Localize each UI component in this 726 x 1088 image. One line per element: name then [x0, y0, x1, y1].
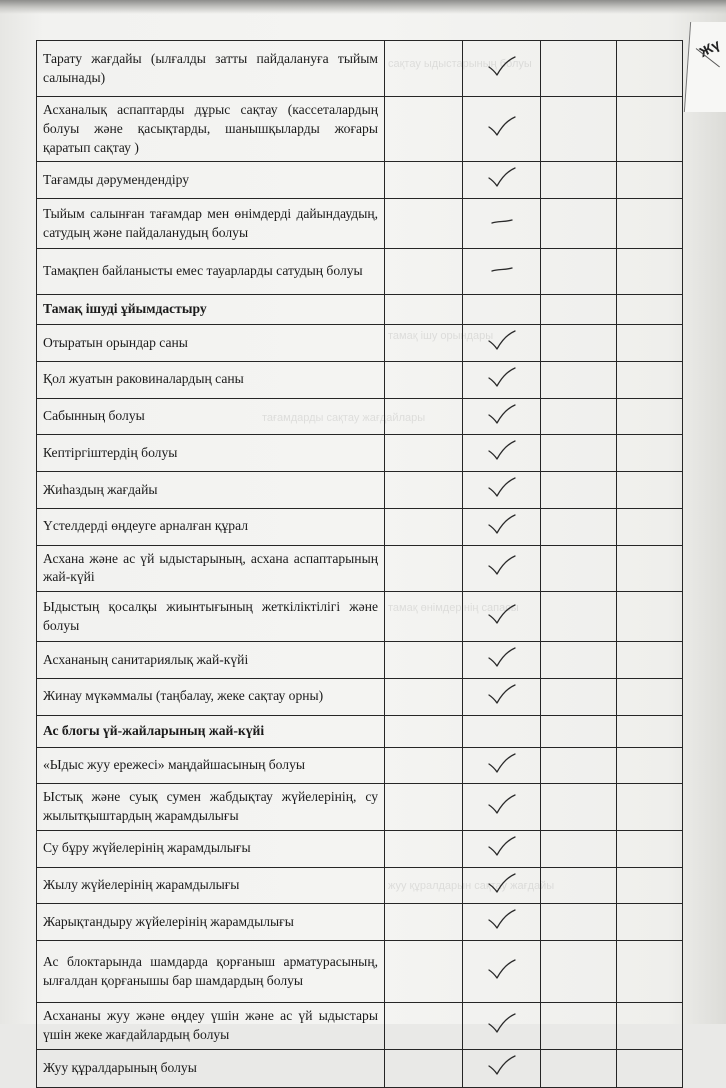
checkmark-icon — [487, 366, 517, 388]
bleed-through-text: сақтау ыдыстарының болуы — [388, 58, 532, 70]
checkmark-icon — [487, 752, 517, 774]
checkmark-icon — [487, 908, 517, 930]
item-description: Ыдыстың қосалқы жиынтығының жеткіліктілігі және болуы — [37, 592, 385, 642]
check-mark-cell — [463, 472, 541, 509]
empty-cell — [617, 435, 683, 472]
check-mark-cell — [463, 398, 541, 435]
empty-cell — [385, 867, 463, 904]
empty-cell — [385, 162, 463, 199]
check-mark-cell — [463, 830, 541, 867]
checkmark-icon — [487, 554, 517, 576]
empty-cell — [385, 545, 463, 592]
item-description: Үстелдерді өңдеуге арналған құрал — [37, 508, 385, 545]
checklist-row — [37, 678, 683, 715]
inspection-checklist-table — [36, 40, 683, 1088]
empty-cell — [617, 747, 683, 784]
checkmark-icon — [487, 115, 517, 137]
empty-cell — [541, 747, 617, 784]
empty-cell — [541, 715, 617, 747]
empty-cell — [463, 295, 541, 325]
item-description: Тарату жағдайы (ылғалды затты пайдалануға тыйым салынады) — [37, 41, 385, 97]
check-mark-cell — [463, 642, 541, 679]
empty-cell — [617, 472, 683, 509]
checkmark-icon — [487, 476, 517, 498]
empty-cell — [617, 830, 683, 867]
checkmark-icon — [487, 439, 517, 461]
checklist-row — [37, 249, 683, 295]
checkmark-icon — [487, 646, 517, 668]
empty-cell — [617, 162, 683, 199]
item-description: Отыратын орындар саны — [37, 325, 385, 362]
checklist-row — [37, 545, 683, 592]
empty-cell — [541, 325, 617, 362]
empty-cell — [385, 361, 463, 398]
bleed-through-text: тамақ өнімдерінің сапасы — [388, 602, 519, 614]
checklist-row — [37, 162, 683, 199]
empty-cell — [617, 41, 683, 97]
empty-cell — [541, 162, 617, 199]
empty-cell — [385, 1003, 463, 1050]
checklist-row — [37, 1003, 683, 1050]
empty-cell — [541, 199, 617, 249]
item-description: Тыйым салынған тағамдар мен өнімдерді дайындаудың, сатудың және пайдаланудың болуы — [37, 199, 385, 249]
empty-cell — [385, 747, 463, 784]
empty-cell — [541, 941, 617, 1003]
item-description: Асханалық аспаптарды дұрыс сақтау (кассеталардың болуы және қасықтарды, шанышқыларды жоғары қаратып сақтау ) — [37, 97, 385, 162]
bleed-through-text: тағамдарды сақтау жағдайлары — [262, 412, 426, 424]
empty-cell — [541, 295, 617, 325]
checkmark-icon — [487, 793, 517, 815]
item-description: Асхана және ас үй ыдыстарының, асхана аспаптарының жай-күйі — [37, 545, 385, 592]
check-mark-cell — [463, 904, 541, 941]
empty-cell — [617, 904, 683, 941]
empty-cell — [385, 295, 463, 325]
empty-cell — [617, 941, 683, 1003]
empty-cell — [541, 1003, 617, 1050]
item-description: Ыстық және суық сумен жабдықтау жүйелерінің, су жылытқыштардың жарамдылығы — [37, 784, 385, 831]
check-mark-cell — [463, 361, 541, 398]
checklist-row — [37, 941, 683, 1003]
empty-cell — [541, 97, 617, 162]
empty-cell — [617, 295, 683, 325]
bleed-through-text: жуу құралдарын сақтау жағдайы — [388, 880, 555, 892]
checklist-row — [37, 642, 683, 679]
checkmark-icon — [487, 683, 517, 705]
item-description: Тағамды дәрумендендіру — [37, 162, 385, 199]
empty-cell — [541, 41, 617, 97]
empty-cell — [541, 249, 617, 295]
section-row — [37, 295, 683, 325]
empty-cell — [541, 508, 617, 545]
checklist-row — [37, 747, 683, 784]
empty-cell — [463, 715, 541, 747]
empty-cell — [385, 398, 463, 435]
empty-cell — [385, 249, 463, 295]
empty-cell — [385, 904, 463, 941]
item-description: Ас блоктарында шамдарда қорғаныш арматурасының, ылғалдан қорғанышы бар шамдардың болуы — [37, 941, 385, 1003]
dash-icon — [490, 265, 514, 275]
empty-cell — [617, 508, 683, 545]
empty-cell — [617, 545, 683, 592]
checklist-row — [37, 325, 683, 362]
check-mark-cell — [463, 162, 541, 199]
checklist-row — [37, 1049, 683, 1087]
checklist-row — [37, 398, 683, 435]
check-mark-cell — [463, 545, 541, 592]
empty-cell — [541, 472, 617, 509]
item-description: Жиһаздың жағдайы — [37, 472, 385, 509]
checkmark-icon — [487, 166, 517, 188]
checklist-row — [37, 904, 683, 941]
empty-cell — [541, 361, 617, 398]
empty-cell — [385, 941, 463, 1003]
check-mark-cell — [463, 784, 541, 831]
scan-shadow — [0, 0, 726, 14]
checkmark-icon — [487, 603, 517, 625]
check-mark-cell — [463, 592, 541, 642]
empty-cell — [617, 1003, 683, 1050]
empty-cell — [385, 508, 463, 545]
empty-cell — [617, 249, 683, 295]
checkmark-icon — [487, 872, 517, 894]
empty-cell — [617, 1049, 683, 1087]
checklist-row — [37, 361, 683, 398]
empty-cell — [385, 784, 463, 831]
check-mark-cell — [463, 508, 541, 545]
check-mark-cell — [463, 747, 541, 784]
checkmark-icon — [487, 513, 517, 535]
dash-mark-cell — [463, 249, 541, 295]
empty-cell — [617, 325, 683, 362]
empty-cell — [385, 472, 463, 509]
empty-cell — [541, 398, 617, 435]
empty-cell — [617, 784, 683, 831]
check-mark-cell — [463, 941, 541, 1003]
empty-cell — [385, 435, 463, 472]
empty-cell — [541, 435, 617, 472]
checklist-row — [37, 830, 683, 867]
item-description: Тамақпен байланысты емес тауарларды сатудың болуы — [37, 249, 385, 295]
empty-cell — [385, 41, 463, 97]
empty-cell — [617, 678, 683, 715]
checklist-row — [37, 435, 683, 472]
corner-tab — [684, 22, 726, 112]
dash-icon — [490, 217, 514, 227]
checkmark-icon — [487, 403, 517, 425]
empty-cell — [385, 642, 463, 679]
section-heading: Ас блогы үй-жайларының жай-күйі — [37, 715, 385, 747]
check-mark-cell — [463, 867, 541, 904]
empty-cell — [541, 784, 617, 831]
checklist-row — [37, 867, 683, 904]
checklist-row — [37, 508, 683, 545]
empty-cell — [617, 867, 683, 904]
checklist-row — [37, 97, 683, 162]
item-description: Қол жуатын раковиналардың саны — [37, 361, 385, 398]
empty-cell — [385, 199, 463, 249]
item-description: Асхананың санитариялық жай-күйі — [37, 642, 385, 679]
corner-tab-label: Жү — [696, 35, 723, 61]
empty-cell — [617, 592, 683, 642]
checklist-row — [37, 592, 683, 642]
checkmark-icon — [487, 958, 517, 980]
empty-cell — [541, 642, 617, 679]
empty-cell — [617, 642, 683, 679]
empty-cell — [541, 592, 617, 642]
checkmark-icon — [487, 835, 517, 857]
checklist-row — [37, 784, 683, 831]
item-description: Су бұру жүйелерінің жарамдылығы — [37, 830, 385, 867]
check-mark-cell — [463, 1003, 541, 1050]
empty-cell — [541, 904, 617, 941]
dash-mark-cell — [463, 199, 541, 249]
check-mark-cell — [463, 435, 541, 472]
item-description: Асхананы жуу және өңдеу үшін және ас үй ыдыстары үшін жеке жағдайлардың болуы — [37, 1003, 385, 1050]
empty-cell — [385, 97, 463, 162]
checklist-row — [37, 199, 683, 249]
checkmark-icon — [487, 55, 517, 77]
section-heading: Тамақ ішуді ұйымдастыру — [37, 295, 385, 325]
empty-cell — [617, 361, 683, 398]
check-mark-cell — [463, 41, 541, 97]
checklist-row — [37, 472, 683, 509]
empty-cell — [385, 325, 463, 362]
item-description: Жинау мүкәммалы (таңбалау, жеке сақтау орны) — [37, 678, 385, 715]
empty-cell — [541, 867, 617, 904]
item-description: Жылу жүйелерінің жарамдылығы — [37, 867, 385, 904]
checklist-row — [37, 41, 683, 97]
check-mark-cell — [463, 97, 541, 162]
item-description: Жарықтандыру жүйелерінің жарамдылығы — [37, 904, 385, 941]
section-row — [37, 715, 683, 747]
item-description: Жуу құралдарының болуы — [37, 1049, 385, 1087]
empty-cell — [617, 199, 683, 249]
empty-cell — [385, 830, 463, 867]
empty-cell — [617, 97, 683, 162]
empty-cell — [385, 1049, 463, 1087]
item-description: Кептіргіштердің болуы — [37, 435, 385, 472]
empty-cell — [617, 715, 683, 747]
bleed-through-text: тамақ ішу орындары — [388, 330, 494, 342]
empty-cell — [385, 715, 463, 747]
check-mark-cell — [463, 678, 541, 715]
item-description: Сабынның болуы — [37, 398, 385, 435]
check-mark-cell — [463, 1049, 541, 1087]
empty-cell — [385, 678, 463, 715]
empty-cell — [541, 1049, 617, 1087]
item-description: «Ыдыс жуу ережесі» маңдайшасының болуы — [37, 747, 385, 784]
empty-cell — [541, 678, 617, 715]
check-mark-cell — [463, 325, 541, 362]
empty-cell — [541, 545, 617, 592]
checkmark-icon — [487, 1054, 517, 1076]
checkmark-icon — [487, 329, 517, 351]
empty-cell — [385, 592, 463, 642]
checkmark-icon — [487, 1012, 517, 1034]
empty-cell — [541, 830, 617, 867]
empty-cell — [617, 398, 683, 435]
